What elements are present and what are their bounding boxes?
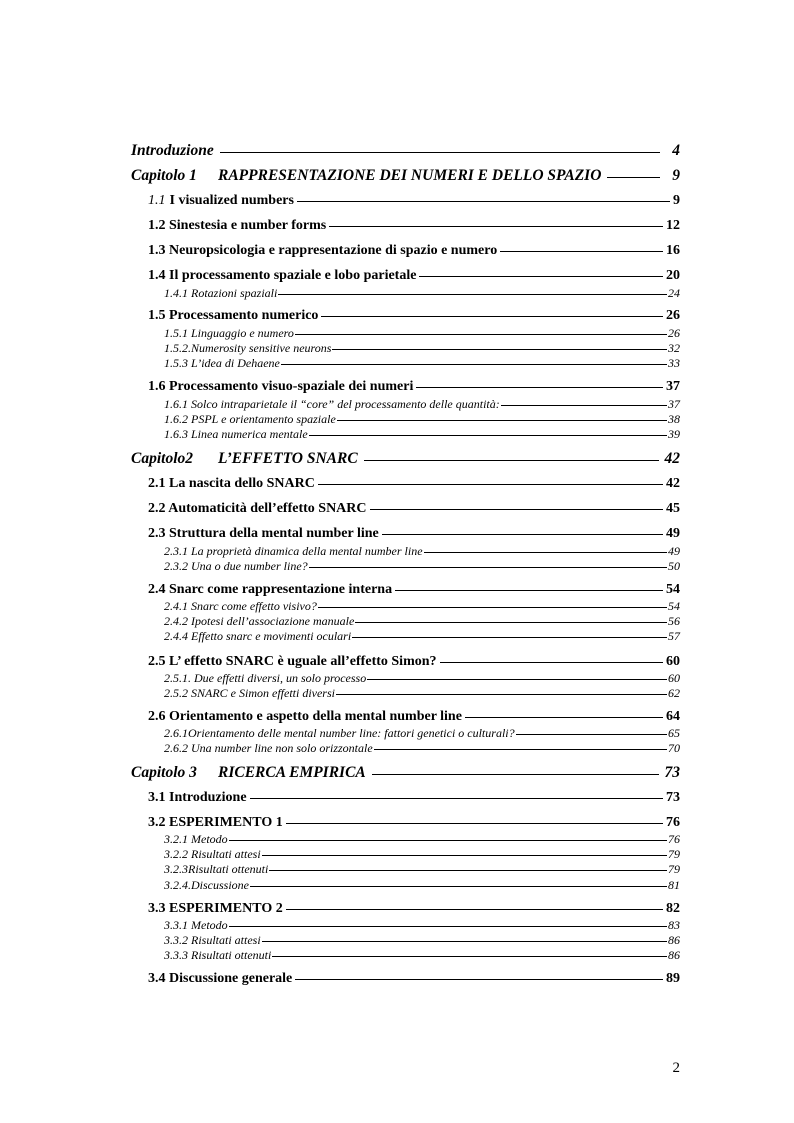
toc-entry-label: 2.1 La nascita dello SNARC xyxy=(148,476,315,491)
toc-entry-label: 2.2 Automaticità dell’effetto SNARC xyxy=(148,501,367,516)
toc-entry-title xyxy=(164,847,261,862)
toc-entry-label: I visualized numbers xyxy=(169,193,294,208)
toc-entry-title xyxy=(164,341,331,356)
toc-leader-line xyxy=(295,979,663,980)
toc-leader-line xyxy=(465,717,663,718)
toc-leader-line xyxy=(250,798,663,799)
toc-page-number: 33 xyxy=(668,356,680,370)
toc-entry-label: 2.5.1. Due effetti diversi, un solo processo xyxy=(164,671,367,685)
toc-entry-label: 1.3 Neuropsicologia e rappresentazione di spazio e numero xyxy=(148,243,498,258)
toc-subsection-row[interactable] xyxy=(164,741,680,756)
toc-subsection-row[interactable] xyxy=(164,614,680,629)
toc-entry-number: Capitolo 1 xyxy=(131,167,197,184)
toc-leader-line xyxy=(382,534,663,535)
toc-page-number: 16 xyxy=(666,243,680,258)
toc-entry-title xyxy=(164,671,366,686)
toc-entry-title xyxy=(164,397,500,412)
toc-section-row[interactable] xyxy=(148,709,680,725)
toc-subsection-row[interactable] xyxy=(164,341,680,356)
toc-entry-title xyxy=(164,686,335,701)
toc-leader-line xyxy=(416,387,663,388)
toc-leader-line xyxy=(607,177,660,178)
toc-entry-label: 2.5.2 SNARC e Simon effetti diversi xyxy=(164,686,335,700)
toc-leader-line xyxy=(286,823,663,824)
toc-page-number: 9 xyxy=(672,167,680,184)
toc-subsection-row[interactable] xyxy=(164,412,680,427)
toc-entry-label: 1.5.3 L’idea di Dehaene xyxy=(164,356,280,370)
toc-page-number: 60 xyxy=(666,654,680,669)
toc-entry-title xyxy=(164,726,515,741)
toc-subsection-row[interactable] xyxy=(164,948,680,963)
toc-entry-label: 1.4.1 Rotazioni spaziali xyxy=(164,286,278,300)
toc-entry-title xyxy=(131,142,214,160)
toc-entry-title xyxy=(131,450,358,468)
toc-page-number: 12 xyxy=(666,218,680,233)
toc-entry-title xyxy=(164,948,271,963)
toc-leader-line xyxy=(297,201,670,202)
toc-leader-line xyxy=(329,226,663,227)
toc-entry-label: 2.3.2 Una o due number line? xyxy=(164,559,308,573)
toc-leader-line xyxy=(229,840,667,841)
toc-subsection-row[interactable] xyxy=(164,326,680,341)
toc-entry-title xyxy=(148,526,379,542)
toc-entry-label: 1.4 Il processamento spaziale e lobo parietale xyxy=(148,268,417,283)
toc-entry-title xyxy=(164,599,317,614)
toc-page-number: 79 xyxy=(668,847,680,861)
toc-leader-line xyxy=(229,926,667,927)
toc-entry-label: 3.3.2 Risultati attesi xyxy=(164,933,261,947)
toc-page-number: 60 xyxy=(668,671,680,685)
toc-leader-line xyxy=(321,316,663,317)
toc-leader-line xyxy=(286,909,663,910)
toc-page-number: 39 xyxy=(668,427,680,441)
toc-section-row[interactable] xyxy=(148,815,680,831)
toc-entry-title xyxy=(148,709,462,725)
toc-entry-title xyxy=(148,308,318,324)
toc-leader-line xyxy=(250,886,667,887)
toc-section-row[interactable] xyxy=(148,654,680,670)
toc-page-number: 86 xyxy=(668,948,680,962)
toc-page-number: 49 xyxy=(666,526,680,541)
toc-page-number: 45 xyxy=(666,501,680,516)
toc-entry-title xyxy=(148,815,283,831)
toc-page-number: 62 xyxy=(668,686,680,700)
toc-page-number: 76 xyxy=(666,815,680,830)
toc-leader-line xyxy=(352,637,667,638)
toc-leader-line xyxy=(262,855,667,856)
toc-entry-number: 1.1 xyxy=(148,193,166,208)
toc-page-number: 42 xyxy=(664,450,680,467)
toc-leader-line xyxy=(332,349,667,350)
toc-leader-line xyxy=(370,509,663,510)
toc-page-number: 79 xyxy=(668,862,680,876)
toc-leader-line xyxy=(374,749,667,750)
toc-subsection-row[interactable] xyxy=(164,286,680,301)
toc-entry-title xyxy=(148,268,416,284)
toc-leader-line xyxy=(295,334,667,335)
toc-subsection-row[interactable] xyxy=(164,599,680,614)
toc-entry-title xyxy=(148,193,294,209)
toc-entry-title xyxy=(148,582,392,598)
toc-section-row[interactable] xyxy=(148,218,680,234)
toc-entry-label: 1.6 Processamento visuo-spaziale dei numeri xyxy=(148,379,414,394)
toc-entry-label: 2.6 Orientamento e aspetto della mental number line xyxy=(148,709,462,724)
toc-page-number: 86 xyxy=(668,933,680,947)
toc-section-row[interactable] xyxy=(148,193,680,209)
toc-page-number: 42 xyxy=(666,476,680,491)
toc-entry-title xyxy=(164,559,308,574)
toc-entry-label: 2.5 L’ effetto SNARC è uguale all’effetto Simon? xyxy=(148,654,437,669)
toc-leader-line xyxy=(220,152,660,153)
toc-page-number: 24 xyxy=(668,286,680,300)
toc-entry-title xyxy=(148,379,413,395)
toc-section-row[interactable] xyxy=(148,268,680,284)
toc-page-number: 89 xyxy=(666,971,680,986)
toc-leader-line xyxy=(501,405,667,406)
toc-entry-title xyxy=(164,427,308,442)
toc-entry-label: 2.6.2 Una number line non solo orizzontale xyxy=(164,741,373,755)
toc-section-row[interactable] xyxy=(148,971,680,987)
toc-page-number: 49 xyxy=(668,544,680,558)
toc-entry-title xyxy=(164,933,261,948)
toc-entry-label: 1.6.2 PSPL e orientamento spaziale xyxy=(164,412,336,426)
toc-section-row[interactable] xyxy=(148,379,680,395)
toc-page-number: 37 xyxy=(666,379,680,394)
toc-entry-title xyxy=(148,501,367,517)
toc-leader-line xyxy=(337,420,667,421)
toc-entry-number: Capitolo2 xyxy=(131,450,194,467)
toc-leader-line xyxy=(395,590,663,591)
toc-subsection-row[interactable] xyxy=(164,356,680,371)
toc-section-row[interactable] xyxy=(148,243,680,259)
toc-entry-label: RAPPRESENTAZIONE DEI NUMERI E DELLO SPAZIO xyxy=(218,167,602,184)
toc-page-number: 50 xyxy=(668,559,680,573)
toc-page-number: 4 xyxy=(672,142,680,159)
toc-entry-label: L’EFFETTO SNARC xyxy=(218,450,358,467)
toc-entry-label: 3.3.1 Metodo xyxy=(164,918,228,932)
toc-page-number: 70 xyxy=(668,741,680,755)
toc-page-number: 83 xyxy=(668,918,680,932)
toc-section-row[interactable] xyxy=(148,901,680,917)
toc-page-number: 73 xyxy=(666,790,680,805)
toc-leader-line xyxy=(336,694,667,695)
toc-page-number: 32 xyxy=(668,341,680,355)
toc-entry-title xyxy=(164,862,268,877)
toc-entry-label: 1.5.2.Numerosity sensitive neurons xyxy=(164,341,332,355)
toc-subsection-row[interactable] xyxy=(164,726,680,741)
toc-entry-label: 2.4.2 Ipotesi dell’associazione manuale xyxy=(164,614,355,628)
toc-section-row[interactable] xyxy=(148,501,680,517)
toc-chapter-row[interactable] xyxy=(131,167,680,185)
toc-section-row[interactable] xyxy=(148,308,680,324)
toc-entry-label: 2.4 Snarc come rappresentazione interna xyxy=(148,582,393,597)
toc-subsection-row[interactable] xyxy=(164,671,680,686)
toc-entry-label: 1.6.3 Linea numerica mentale xyxy=(164,427,308,441)
page-number: 2 xyxy=(672,1060,680,1076)
toc-leader-line xyxy=(262,941,667,942)
toc-entry-title xyxy=(164,614,354,629)
toc-chapter-row[interactable] xyxy=(131,764,680,782)
toc-page-number: 76 xyxy=(668,832,680,846)
toc-page-number: 26 xyxy=(666,308,680,323)
toc-entry-title xyxy=(148,654,437,670)
toc-subsection-row[interactable] xyxy=(164,847,680,862)
toc-entry-title xyxy=(164,356,280,371)
toc-entry-label: 2.3 Struttura della mental number line xyxy=(148,526,379,541)
toc-section-row[interactable] xyxy=(148,526,680,542)
toc-leader-line xyxy=(318,484,663,485)
toc-leader-line xyxy=(424,552,667,553)
toc-entry-label: 2.6.1Orientamento delle mental number line: fattori genetici o culturali? xyxy=(164,726,515,740)
toc-entry-title xyxy=(148,243,497,259)
toc-page-number: 81 xyxy=(668,878,680,892)
toc-leader-line xyxy=(367,679,667,680)
toc-leader-line xyxy=(318,607,667,608)
toc-entry-title xyxy=(164,741,373,756)
toc-leader-line xyxy=(516,734,667,735)
toc-subsection-row[interactable] xyxy=(164,918,680,933)
toc-entry-label: RICERCA EMPIRICA xyxy=(218,764,366,781)
toc-entry-title xyxy=(164,286,277,301)
toc-entry-label: 1.6.1 Solco intraparietale il “core” del processamento delle quantità: xyxy=(164,397,500,411)
toc-leader-line xyxy=(278,294,667,295)
toc-entry-label: 3.3.3 Risultati ottenuti xyxy=(164,948,272,962)
toc-leader-line xyxy=(309,567,667,568)
toc-entry-label: 1.2 Sinestesia e number forms xyxy=(148,218,327,233)
toc-entry-title xyxy=(164,918,228,933)
toc-entry-title xyxy=(131,167,601,185)
toc-entry-title xyxy=(164,629,351,644)
toc-section-row[interactable] xyxy=(148,582,680,598)
toc-leader-line xyxy=(355,622,667,623)
toc-chapter-row[interactable] xyxy=(131,450,680,468)
toc-entry-label: 3.2.1 Metodo xyxy=(164,832,228,846)
toc-entry-title xyxy=(148,790,247,806)
toc-leader-line xyxy=(281,364,667,365)
toc-leader-line xyxy=(309,435,667,436)
toc-page-number: 38 xyxy=(668,412,680,426)
toc-entry-title xyxy=(148,971,292,987)
toc-entry-label: 1.5.1 Linguaggio e numero xyxy=(164,326,294,340)
toc-subsection-row[interactable] xyxy=(164,933,680,948)
toc-subsection-row[interactable] xyxy=(164,559,680,574)
toc-entry-title xyxy=(148,901,283,917)
toc-page-number: 56 xyxy=(668,614,680,628)
toc-leader-line xyxy=(272,956,667,957)
toc-section-row[interactable] xyxy=(148,476,680,492)
toc-section-row[interactable] xyxy=(148,790,680,806)
toc-page-number: 9 xyxy=(673,193,680,208)
toc-entry-label: 3.4 Discussione generale xyxy=(148,971,293,986)
toc-entry-title xyxy=(148,476,315,492)
toc-entry-label: 3.2.3Risultati ottenuti xyxy=(164,862,269,876)
toc-page-number: 82 xyxy=(666,901,680,916)
toc-page-number: 57 xyxy=(668,629,680,643)
toc-subsection-row[interactable] xyxy=(164,629,680,644)
toc-leader-line xyxy=(372,774,659,775)
toc-page-number: 73 xyxy=(664,764,680,781)
toc-entry-label: 3.2.4.Discussione xyxy=(164,878,249,892)
toc-subsection-row[interactable] xyxy=(164,878,680,893)
toc-page-number: 54 xyxy=(666,582,680,597)
toc-subsection-row[interactable] xyxy=(164,862,680,877)
toc-entry-label: 1.5 Processamento numerico xyxy=(148,308,319,323)
toc-leader-line xyxy=(269,870,667,871)
toc-subsection-row[interactable] xyxy=(164,397,680,412)
toc-page-number: 54 xyxy=(668,599,680,613)
toc-entry-label: 2.4.1 Snarc come effetto visivo? xyxy=(164,599,317,613)
toc-page-number: 65 xyxy=(668,726,680,740)
toc-entry-title xyxy=(131,764,366,782)
toc-entry-label: 2.4.4 Effetto snarc e movimenti oculari xyxy=(164,629,352,643)
toc-entry-label: 3.1 Introduzione xyxy=(148,790,247,805)
toc-leader-line xyxy=(440,662,663,663)
toc-entry-title xyxy=(148,218,326,234)
toc-entry-label: 2.3.1 La proprietà dinamica della mental number line xyxy=(164,544,423,558)
toc-entry-label: Introduzione xyxy=(131,142,214,159)
toc-page-number: 64 xyxy=(666,709,680,724)
toc-subsection-row[interactable] xyxy=(164,832,680,847)
toc-entry-title xyxy=(164,832,228,847)
toc-entry-label: 3.2 ESPERIMENTO 1 xyxy=(148,815,283,830)
toc-chapter-row[interactable] xyxy=(131,142,680,160)
toc-subsection-row[interactable] xyxy=(164,544,680,559)
toc-entry-number: Capitolo 3 xyxy=(131,764,197,781)
toc-entry-label: 3.2.2 Risultati attesi xyxy=(164,847,261,861)
toc-leader-line xyxy=(364,460,659,461)
toc-subsection-row[interactable] xyxy=(164,427,680,442)
toc-entry-title xyxy=(164,412,336,427)
toc-page-number: 37 xyxy=(668,397,680,411)
toc-entry-label: 3.3 ESPERIMENTO 2 xyxy=(148,901,283,916)
toc-entry-title xyxy=(164,544,423,559)
toc-leader-line xyxy=(500,251,663,252)
toc-leader-line xyxy=(419,276,663,277)
toc-page-number: 26 xyxy=(668,326,680,340)
toc-entry-title xyxy=(164,878,249,893)
toc-page-number: 20 xyxy=(666,268,680,283)
toc-entry-title xyxy=(164,326,294,341)
toc-subsection-row[interactable] xyxy=(164,686,680,701)
